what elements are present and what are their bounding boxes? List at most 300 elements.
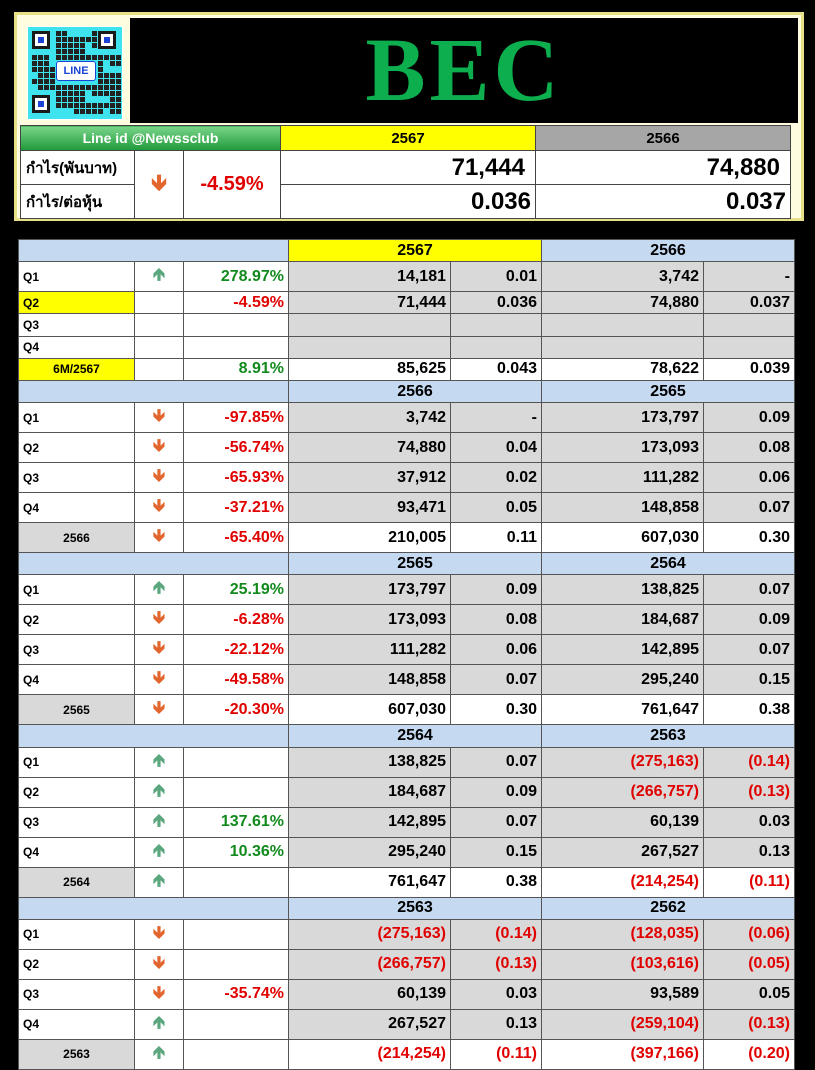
qr-module <box>80 91 85 96</box>
profit-b: (275,163) <box>542 747 704 777</box>
section-year-a: 2564 <box>289 725 542 747</box>
row-label: Q2 <box>19 777 135 807</box>
row-label: 2566 <box>19 523 135 553</box>
profit-a: 607,030 <box>289 695 451 725</box>
quarter-row <box>19 807 795 837</box>
profit-a: 173,093 <box>289 605 451 635</box>
eps-a: 0.09 <box>451 777 542 807</box>
quarter-row <box>19 314 795 336</box>
change-pct: -4.59% <box>184 292 289 314</box>
change-pct: 25.19% <box>184 575 289 605</box>
profit-a <box>289 314 451 336</box>
down-arrow-icon: 🡻 <box>135 523 184 553</box>
qr-module <box>68 37 73 42</box>
row-label: Q2 <box>19 949 135 979</box>
section-year-b: 2563 <box>542 725 795 747</box>
change-pct: -22.12% <box>184 635 289 665</box>
profit-b: 761,647 <box>542 695 704 725</box>
qr-module <box>110 73 115 78</box>
profit-a: 3,742 <box>289 403 451 433</box>
profit-b: 173,797 <box>542 403 704 433</box>
eps-a: (0.11) <box>451 1039 542 1069</box>
eps-b <box>704 314 795 336</box>
eps-a: 0.04 <box>451 433 542 463</box>
quarter-row <box>19 433 795 463</box>
profit-b: 60,139 <box>542 807 704 837</box>
total-row <box>19 523 795 553</box>
profit-a: 148,858 <box>289 665 451 695</box>
qr-module <box>80 85 85 90</box>
quarter-row <box>19 403 795 433</box>
down-arrow-icon: 🡻 <box>135 403 184 433</box>
profit-a: 761,647 <box>289 867 451 897</box>
row-label: Q2 <box>19 292 135 314</box>
qr-module <box>104 55 109 60</box>
down-arrow-icon: 🡻 <box>135 695 184 725</box>
profit-b: 184,687 <box>542 605 704 635</box>
eps-a: - <box>451 403 542 433</box>
qr-module <box>74 49 79 54</box>
change-pct: -20.30% <box>184 695 289 725</box>
quarter-row <box>19 575 795 605</box>
quarter-row <box>19 979 795 1009</box>
row-label: Q1 <box>19 747 135 777</box>
profit-b: (128,035) <box>542 919 704 949</box>
qr-module <box>74 55 79 60</box>
qr-module <box>74 109 79 114</box>
eps-a: (0.13) <box>451 949 542 979</box>
profit-a: 138,825 <box>289 747 451 777</box>
section-header-row <box>19 897 795 919</box>
eps-b: 0.07 <box>704 493 795 523</box>
eps-a: 0.15 <box>451 837 542 867</box>
quarter-row <box>19 747 795 777</box>
summary-year-current: 2567 <box>281 126 536 151</box>
eps-b: 0.13 <box>704 837 795 867</box>
change-pct <box>184 1039 289 1069</box>
section-year-a: 2566 <box>289 380 542 402</box>
trend-cell <box>135 358 184 380</box>
profit-a: 93,471 <box>289 493 451 523</box>
row-label: 6M/2567 <box>19 358 135 380</box>
quarter-row <box>19 493 795 523</box>
eps-a: 0.06 <box>451 635 542 665</box>
qr-module <box>74 37 79 42</box>
qr-module <box>80 37 85 42</box>
down-arrow-icon: 🡻 <box>135 949 184 979</box>
qr-module <box>92 109 97 114</box>
qr-module <box>38 67 43 72</box>
qr-module <box>62 91 67 96</box>
summary-change-pct: -4.59% <box>184 151 281 219</box>
profit-b: 78,622 <box>542 358 704 380</box>
change-pct: -65.40% <box>184 523 289 553</box>
qr-module <box>104 85 109 90</box>
qr-module <box>74 91 79 96</box>
up-arrow-icon: 🡹 <box>135 747 184 777</box>
section-year-a: 2563 <box>289 897 542 919</box>
qr-finder-pattern <box>32 31 50 49</box>
profit-b: (266,757) <box>542 777 704 807</box>
up-arrow-icon: 🡹 <box>135 837 184 867</box>
profit-a: 111,282 <box>289 635 451 665</box>
eps-b: 0.07 <box>704 575 795 605</box>
qr-module <box>38 73 43 78</box>
profit-a: (266,757) <box>289 949 451 979</box>
qr-module <box>62 103 67 108</box>
qr-module <box>110 55 115 60</box>
change-pct: -6.28% <box>184 605 289 635</box>
change-pct <box>184 336 289 358</box>
profit-b: (103,616) <box>542 949 704 979</box>
quarter-row <box>19 665 795 695</box>
row-label: Q4 <box>19 1009 135 1039</box>
change-pct: -97.85% <box>184 403 289 433</box>
total-row <box>19 695 795 725</box>
down-arrow-icon: 🡻 <box>135 493 184 523</box>
change-pct: -65.93% <box>184 463 289 493</box>
qr-module <box>32 79 37 84</box>
section-header-blank <box>19 725 289 747</box>
qr-module <box>56 103 61 108</box>
qr-module <box>98 73 103 78</box>
profit-a <box>289 336 451 358</box>
qr-module <box>110 85 115 90</box>
qr-module <box>62 55 67 60</box>
change-pct: 10.36% <box>184 837 289 867</box>
profit-a: 173,797 <box>289 575 451 605</box>
row-label: Q3 <box>19 807 135 837</box>
quarter-row <box>19 1009 795 1039</box>
change-pct <box>184 314 289 336</box>
qr-module <box>68 49 73 54</box>
up-arrow-icon: 🡹 <box>135 807 184 837</box>
quarter-row <box>19 919 795 949</box>
qr-module <box>38 85 43 90</box>
profit-a: 37,912 <box>289 463 451 493</box>
qr-module <box>44 55 49 60</box>
change-pct: -56.74% <box>184 433 289 463</box>
section-header-blank <box>19 240 289 262</box>
eps-b: (0.20) <box>704 1039 795 1069</box>
eps-b: 0.07 <box>704 635 795 665</box>
profit-a: 210,005 <box>289 523 451 553</box>
profit-b: 138,825 <box>542 575 704 605</box>
qr-module <box>86 109 91 114</box>
row-label: Q4 <box>19 336 135 358</box>
quarter-row <box>19 463 795 493</box>
profit-b: 74,880 <box>542 292 704 314</box>
eps-a: 0.036 <box>451 292 542 314</box>
change-pct <box>184 747 289 777</box>
qr-module <box>68 43 73 48</box>
eps-b: (0.13) <box>704 777 795 807</box>
up-arrow-icon: 🡹 <box>135 777 184 807</box>
trend-cell <box>135 336 184 358</box>
section-header-row <box>19 725 795 747</box>
qr-module <box>80 43 85 48</box>
qr-module <box>110 79 115 84</box>
profit-b: (259,104) <box>542 1009 704 1039</box>
qr-module <box>62 43 67 48</box>
qr-module <box>80 97 85 102</box>
down-arrow-icon: 🡻 <box>135 151 184 219</box>
eps-a: 0.07 <box>451 665 542 695</box>
line-logo: LINE <box>56 61 96 81</box>
qr-module <box>80 109 85 114</box>
qr-module <box>38 55 43 60</box>
profit-b: 295,240 <box>542 665 704 695</box>
qr-module <box>92 55 97 60</box>
section-header-row <box>19 240 795 262</box>
eps-a: 0.08 <box>451 605 542 635</box>
qr-module <box>98 55 103 60</box>
qr-module <box>56 43 61 48</box>
quarter-row <box>19 949 795 979</box>
profit-b: 267,527 <box>542 837 704 867</box>
eps-a <box>451 336 542 358</box>
qr-module <box>116 97 121 102</box>
row-label: Q1 <box>19 575 135 605</box>
change-pct: 278.97% <box>184 262 289 292</box>
row-label: Q4 <box>19 837 135 867</box>
row-label: Q1 <box>19 919 135 949</box>
down-arrow-icon: 🡻 <box>135 665 184 695</box>
total-row <box>19 867 795 897</box>
profit-a: 184,687 <box>289 777 451 807</box>
qr-module <box>98 67 103 72</box>
qr-module <box>98 79 103 84</box>
qr-module <box>104 103 109 108</box>
qr-module <box>116 103 121 108</box>
qr-module <box>62 85 67 90</box>
qr-module <box>92 85 97 90</box>
summary-eps-current: 0.036 <box>281 185 536 219</box>
profit-a: 14,181 <box>289 262 451 292</box>
eps-a: 0.38 <box>451 867 542 897</box>
section-year-b: 2565 <box>542 380 795 402</box>
profit-b <box>542 336 704 358</box>
qr-module <box>74 43 79 48</box>
qr-module <box>80 49 85 54</box>
qr-module <box>32 55 37 60</box>
qr-module <box>110 97 115 102</box>
summary-table <box>20 125 791 219</box>
trend-cell <box>135 314 184 336</box>
change-pct <box>184 919 289 949</box>
down-arrow-icon: 🡻 <box>135 463 184 493</box>
qr-finder-pattern <box>32 95 50 113</box>
qr-module <box>32 61 37 66</box>
qr-module <box>92 31 97 36</box>
quarter-row <box>19 262 795 292</box>
change-pct: 137.61% <box>184 807 289 837</box>
row-label: 2563 <box>19 1039 135 1069</box>
section-year-a: 2567 <box>289 240 542 262</box>
section-header-row <box>19 380 795 402</box>
down-arrow-icon: 🡻 <box>135 605 184 635</box>
eps-a: 0.01 <box>451 262 542 292</box>
qr-module <box>44 85 49 90</box>
qr-module <box>110 61 115 66</box>
profit-a: 267,527 <box>289 1009 451 1039</box>
qr-module <box>98 61 103 66</box>
change-pct <box>184 1009 289 1039</box>
eps-b: 0.38 <box>704 695 795 725</box>
qr-module <box>86 103 91 108</box>
qr-module <box>104 79 109 84</box>
qr-module <box>68 97 73 102</box>
eps-b: - <box>704 262 795 292</box>
change-pct <box>184 949 289 979</box>
profit-a: 295,240 <box>289 837 451 867</box>
profit-a: 60,139 <box>289 979 451 1009</box>
section-year-b: 2566 <box>542 240 795 262</box>
eps-a <box>451 314 542 336</box>
row-label: Q3 <box>19 314 135 336</box>
summary-year-prev: 2566 <box>536 126 791 151</box>
change-pct: -37.21% <box>184 493 289 523</box>
profit-b <box>542 314 704 336</box>
change-pct: -35.74% <box>184 979 289 1009</box>
profit-a: 74,880 <box>289 433 451 463</box>
eps-b: (0.11) <box>704 867 795 897</box>
profit-b: 3,742 <box>542 262 704 292</box>
qr-module <box>86 37 91 42</box>
row-label: Q3 <box>19 979 135 1009</box>
summary-profit-current: 71,444 <box>281 151 536 185</box>
profit-b: 148,858 <box>542 493 704 523</box>
profit-a: 142,895 <box>289 807 451 837</box>
qr-module <box>74 97 79 102</box>
qr-module <box>116 73 121 78</box>
line-id-label[interactable]: Line id @Newssclub <box>21 126 281 151</box>
profit-a: 71,444 <box>289 292 451 314</box>
eps-a: 0.02 <box>451 463 542 493</box>
eps-a: 0.30 <box>451 695 542 725</box>
qr-module <box>62 31 67 36</box>
qr-module <box>56 85 61 90</box>
qr-module <box>80 55 85 60</box>
eps-b: 0.30 <box>704 523 795 553</box>
qr-module <box>98 91 103 96</box>
qr-module <box>116 79 121 84</box>
change-pct <box>184 777 289 807</box>
qr-module <box>50 67 55 72</box>
profit-label: กำไร(พันบาท) <box>21 151 135 185</box>
qr-module <box>68 55 73 60</box>
eps-b: 0.039 <box>704 358 795 380</box>
eps-b: 0.03 <box>704 807 795 837</box>
profit-b: 607,030 <box>542 523 704 553</box>
change-pct: -49.58% <box>184 665 289 695</box>
row-label: Q3 <box>19 463 135 493</box>
up-arrow-icon: 🡹 <box>135 867 184 897</box>
up-arrow-icon: 🡹 <box>135 1039 184 1069</box>
qr-module <box>56 97 61 102</box>
up-arrow-icon: 🡹 <box>135 262 184 292</box>
quarter-row <box>19 292 795 314</box>
eps-b: (0.14) <box>704 747 795 777</box>
profit-b: 111,282 <box>542 463 704 493</box>
total-row <box>19 1039 795 1069</box>
eps-a: 0.043 <box>451 358 542 380</box>
profit-b: 173,093 <box>542 433 704 463</box>
eps-a: 0.13 <box>451 1009 542 1039</box>
qr-module <box>62 37 67 42</box>
qr-module <box>50 85 55 90</box>
section-year-a: 2565 <box>289 553 542 575</box>
row-label: Q4 <box>19 493 135 523</box>
eps-b: 0.15 <box>704 665 795 695</box>
qr-module <box>104 91 109 96</box>
up-arrow-icon: 🡹 <box>135 575 184 605</box>
qr-module <box>98 85 103 90</box>
qr-module <box>68 103 73 108</box>
eps-b: (0.13) <box>704 1009 795 1039</box>
qr-module <box>50 79 55 84</box>
stock-symbol-title: BEC <box>130 18 798 123</box>
profit-b: (397,166) <box>542 1039 704 1069</box>
qr-module <box>110 91 115 96</box>
profit-b: (214,254) <box>542 867 704 897</box>
qr-module <box>50 73 55 78</box>
qr-module <box>80 103 85 108</box>
quarter-row <box>19 605 795 635</box>
qr-module <box>98 103 103 108</box>
eps-a: 0.09 <box>451 575 542 605</box>
eps-b: 0.05 <box>704 979 795 1009</box>
quarter-row <box>19 837 795 867</box>
eps-b <box>704 336 795 358</box>
section-header-blank <box>19 380 289 402</box>
qr-module <box>98 109 103 114</box>
down-arrow-icon: 🡻 <box>135 635 184 665</box>
qr-module <box>44 67 49 72</box>
qr-module <box>92 103 97 108</box>
row-label: Q3 <box>19 635 135 665</box>
eps-b: 0.08 <box>704 433 795 463</box>
qr-module <box>74 85 79 90</box>
profit-a: 85,625 <box>289 358 451 380</box>
change-pct <box>184 867 289 897</box>
qr-module <box>116 91 121 96</box>
qr-module <box>92 43 97 48</box>
total-row <box>19 358 795 380</box>
section-year-b: 2564 <box>542 553 795 575</box>
qr-module <box>62 97 67 102</box>
qr-module <box>68 85 73 90</box>
qr-module <box>116 55 121 60</box>
eps-a: 0.07 <box>451 807 542 837</box>
row-label: Q4 <box>19 665 135 695</box>
qr-module <box>92 91 97 96</box>
section-header-blank <box>19 553 289 575</box>
eps-b: (0.06) <box>704 919 795 949</box>
quarterly-profit-table <box>18 239 795 1070</box>
down-arrow-icon: 🡻 <box>135 979 184 1009</box>
qr-module <box>38 79 43 84</box>
row-label: 2564 <box>19 867 135 897</box>
down-arrow-icon: 🡻 <box>135 433 184 463</box>
eps-b: (0.05) <box>704 949 795 979</box>
trend-cell <box>135 292 184 314</box>
quarter-row <box>19 336 795 358</box>
eps-b: 0.06 <box>704 463 795 493</box>
qr-code-icon[interactable] <box>27 26 123 120</box>
eps-a: 0.11 <box>451 523 542 553</box>
profit-a: (275,163) <box>289 919 451 949</box>
